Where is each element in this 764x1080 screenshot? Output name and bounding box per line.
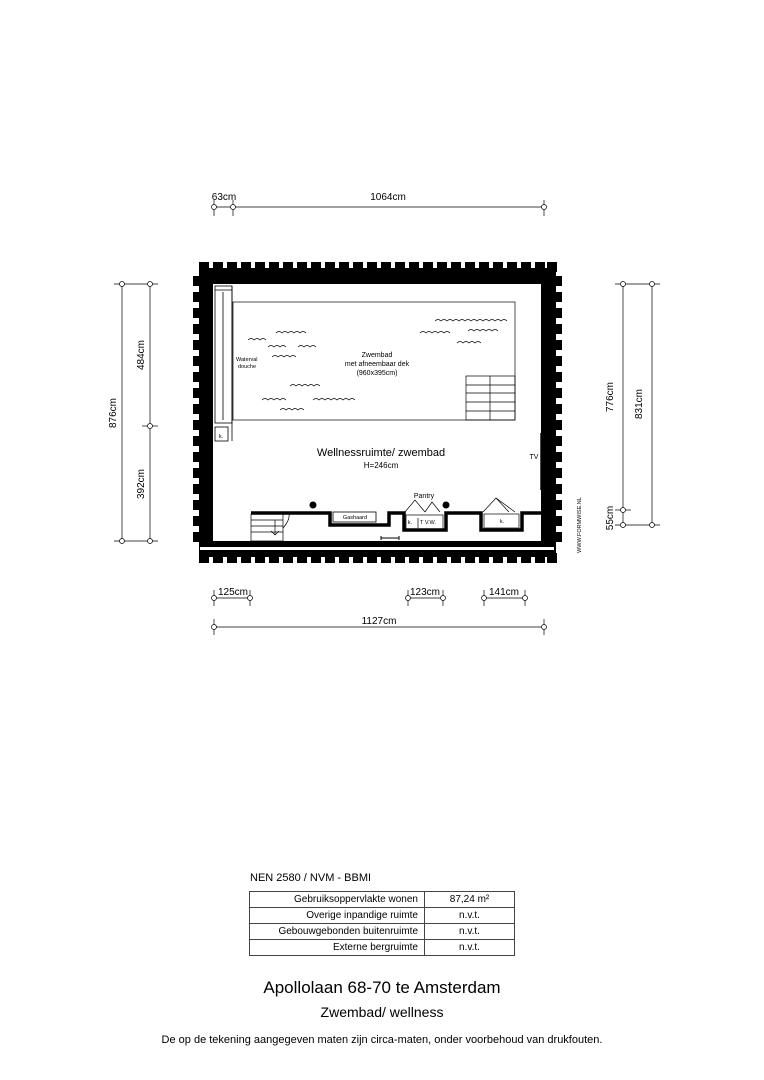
dim-141: 141cm [488,587,520,598]
tv-label: TV [529,454,539,461]
building-walls [193,262,562,563]
area-table-title: NEN 2580 / NVM - BBMI [250,872,372,884]
table-row [250,940,515,956]
pantry-label: Pantry [413,493,435,500]
column-left [310,502,317,509]
waterfall-shower [215,286,232,441]
inner-bottom-wall [251,513,541,530]
pool-title: Zwembad [361,352,393,359]
window-sill [381,536,399,540]
table-cell-label: Externe bergruimte [250,940,425,956]
dim-392: 392cm [136,468,147,500]
dim-876: 876cm [108,397,119,429]
waterfall-label-1: Waterval [236,357,258,363]
room-name: Wellnessruimte/ zwembad [316,447,446,459]
gashaard-label: Gashaard [342,515,368,521]
room-height: H=246cm [363,461,399,470]
room-labels [219,352,583,553]
table-cell-value: 87,24 m² [425,892,515,908]
table-row [250,924,515,940]
dim-776: 776cm [605,381,616,413]
dim-123: 123cm [409,587,441,598]
table-cell-value: n.v.t. [425,940,515,956]
cabinet-right-label: k. [499,519,505,525]
address-title: Apollolaan 68-70 te Amsterdam [263,978,501,997]
dim-125: 125cm [217,587,249,598]
pantry-k-label: k. [407,520,413,526]
interior [215,286,541,541]
dim-831: 831cm [634,388,645,420]
dim-1064: 1064cm [370,192,406,203]
table-cell-label: Gebruiksoppervlakte wonen [250,892,425,908]
watermark: WWW.FORMWISE.NL [577,497,583,553]
vw-label: T V.W. [420,520,436,526]
dim-1127: 1127cm [361,616,397,627]
table-cell-label: Overige inpandige ruimte [250,908,425,924]
table-row [250,892,515,908]
table-cell-value: n.v.t. [425,908,515,924]
cabinet-left-label: k. [218,434,224,440]
pool-subtitle: met afneembaar dek [344,361,410,368]
waterfall-label-2: douche [238,364,257,370]
table-cell-label: Gebouwgebonden buitenruimte [250,924,425,940]
table-cell-value: n.v.t. [425,924,515,940]
pool-size: (960x395cm) [356,370,398,377]
pool-steps [466,376,515,420]
disclaimer-text: De op de tekening aangegeven maten zijn circa-maten, onder voorbehoud van drukfouten. [161,1034,603,1046]
dim-55: 55cm [605,505,616,531]
floor-subtitle: Zwembad/ wellness [320,1004,444,1020]
dim-484: 484cm [136,339,147,371]
column-right [443,502,450,509]
stairs [251,514,289,541]
table-row [250,908,515,924]
dim-63: 63cm [211,192,237,203]
area-table [249,891,515,956]
